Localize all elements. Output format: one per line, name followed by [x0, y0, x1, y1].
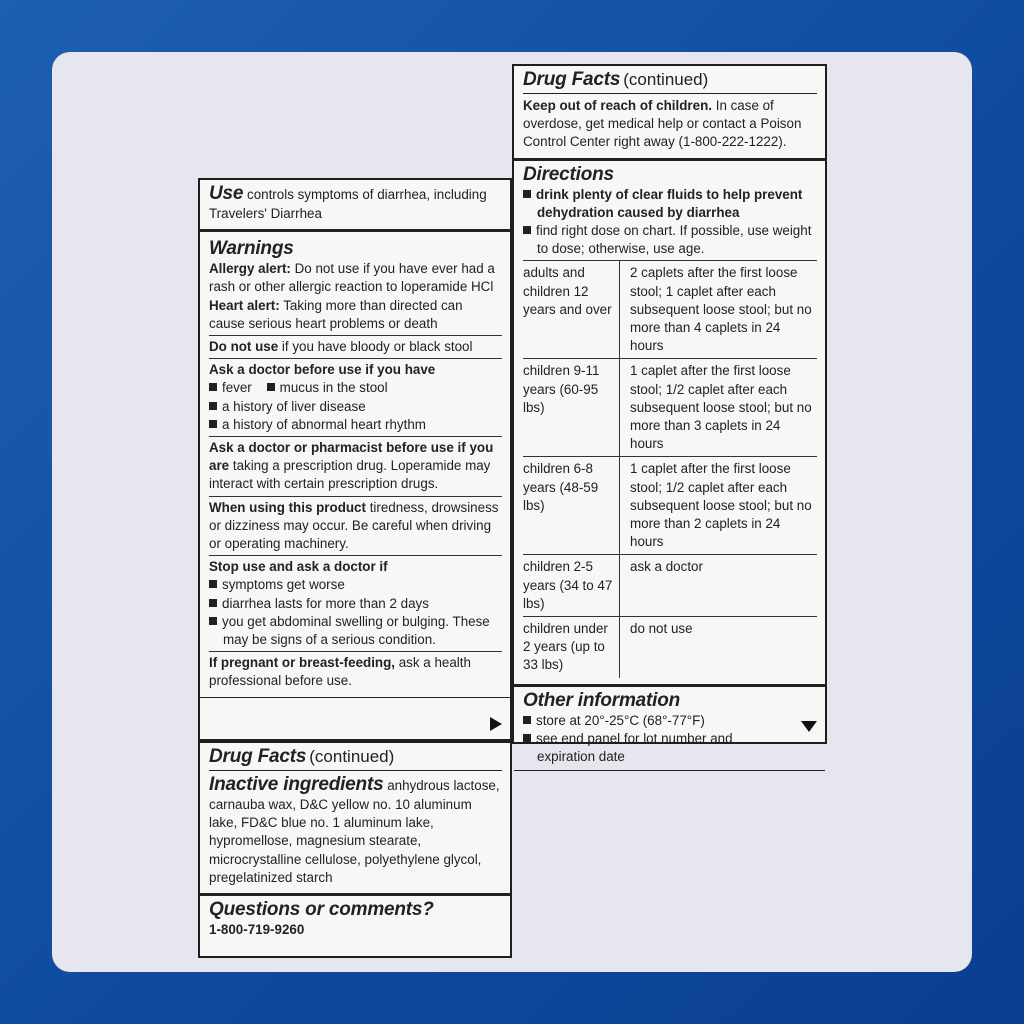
use-text: controls symptoms of diarrhea, including Travelers' Diarrhea — [209, 187, 487, 221]
other-information-section: Other information store at 20°-25°C (68°-77°F) see end panel for lot number and expiration date — [514, 687, 825, 772]
drug-facts-title-right: Drug Facts (continued) — [523, 69, 817, 94]
square-bullet-icon — [209, 599, 217, 607]
table-row: adults and children 12 years and over 2 caplets after the first loose stool; 1 caplet after each subsequent loose stool; but no more than 4 caplets in 24 hours — [523, 261, 817, 359]
heart-alert: Heart alert: Taking more than directed can cause serious heart problems or death — [209, 297, 463, 331]
ask-pharmacist-section: Ask a doctor or pharmacist before use if you are taking a prescription drug. Loperamide may interact with certain prescription drugs. — [209, 437, 502, 497]
ask-doctor-section: Ask a doctor before use if you have fever mucus in the stool a history of liver disease a history of abnormal heart rhythm — [209, 359, 502, 437]
right-label-panel — [512, 64, 827, 765]
arrow-down-icon — [801, 721, 817, 732]
directions-section: Directions drink plenty of clear fluids to help prevent dehydration caused by diarrhea find right dose on chart. If possible, use weight to dose; otherwise, use age. adults and children 12 years and over 2 caplets after the first loose stool; 1 caplet after each subsequent loose stool; but no more than 4 caplets in 24 hours children 9-11 years (60-95 lbs) 1 caplet after the first loose stool; 1/2 caplet after each subsequent loose stool; but no more than 3 caplets in 24 hours children 6-8 years (48-59 lbs) 1 caplet after the first loose stool; 1/2 caplet after each subsequent loose stool; but no more than 2 caplets in 24 hours children 2-5 years (34 to 47 lbs) ask a doctor children under 2 years (up to 33 lbs) do not use — [514, 161, 825, 687]
use-section — [200, 180, 510, 232]
square-bullet-icon — [209, 580, 217, 588]
table-row: children 9-11 years (60-95 lbs) 1 caplet after the first loose stool; 1/2 caplet after each subsequent loose stool; but no more than 3 caplets in 24 hours — [523, 359, 817, 457]
square-bullet-icon — [267, 383, 275, 391]
stop-use-section: Stop use and ask a doctor if symptoms get worse diarrhea lasts for more than 2 days you get abdominal swelling or bulging. These may be signs of a serious condition. — [209, 556, 502, 652]
allergy-alert: Allergy alert: Do not use if you have ever had a rash or other allergic reaction to loperamide HCl — [209, 261, 495, 295]
use-heading: Use — [209, 183, 244, 204]
table-row: children 6-8 years (48-59 lbs) 1 caplet after the first loose stool; 1/2 caplet after each subsequent loose stool; but no more than 2 caplets in 24 hours — [523, 457, 817, 555]
questions-section: Questions or comments? 1-800-719-9260 — [200, 896, 510, 943]
square-bullet-icon — [209, 617, 217, 625]
bottom-label-panel — [198, 741, 512, 958]
square-bullet-icon — [209, 402, 217, 410]
pregnant-section: If pregnant or breast-feeding, ask a health professional before use. — [209, 655, 471, 689]
square-bullet-icon — [523, 716, 531, 724]
square-bullet-icon — [523, 226, 531, 234]
drug-facts-title: Drug Facts (continued) — [209, 746, 502, 771]
square-bullet-icon — [209, 420, 217, 428]
questions-phone: 1-800-719-9260 — [209, 922, 305, 938]
square-bullet-icon — [523, 734, 531, 742]
square-bullet-icon — [209, 383, 217, 391]
table-row: children under 2 years (up to 33 lbs) do not use — [523, 617, 817, 678]
warnings-heading: Warnings — [209, 238, 294, 260]
inactive-ingredients: Inactive ingredients anhydrous lactose, carnauba wax, D&C yellow no. 10 aluminum lake, FD&C blue no. 1 aluminum lake, hypromellose, magnesium stearate, microcrystalline cellulose, polyethylene glycol, pregelatinized starch — [209, 774, 500, 885]
left-label-panel — [198, 178, 512, 741]
warnings-section — [200, 232, 510, 697]
square-bullet-icon — [523, 190, 531, 198]
keep-out-of-reach: Keep out of reach of children. In case of overdose, get medical help or contact a Poison Control Center right away (1-800-222-1222). — [523, 98, 802, 150]
do-not-use: Do not use if you have bloody or black stool — [209, 336, 502, 359]
dosage-table — [523, 260, 817, 677]
when-using-section: When using this product tiredness, drowsiness or dizziness may occur. Be careful when driving or operating machinery. — [209, 497, 502, 557]
arrow-right-icon — [490, 717, 502, 731]
table-row: children 2-5 years (34 to 47 lbs) ask a doctor — [523, 555, 817, 617]
